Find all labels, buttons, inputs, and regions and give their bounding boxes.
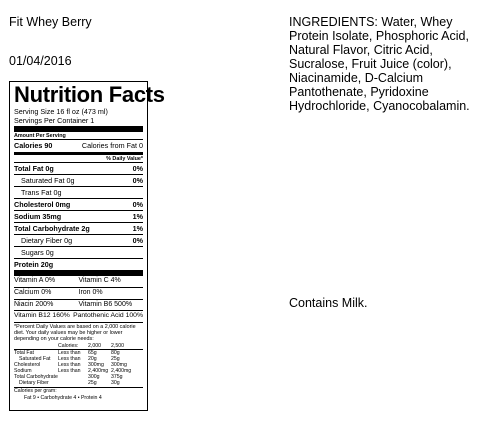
calories-from-fat: Calories from Fat 0: [81, 141, 143, 151]
date-text: 01/04/2016: [9, 54, 72, 68]
nutrient-row: [14, 222, 143, 234]
table-cell: 300mg: [88, 362, 104, 369]
calories-row: [14, 139, 143, 151]
nutrient-dv: 1%: [132, 212, 143, 222]
table-cell: Less than: [58, 362, 81, 369]
nutrient-name: Cholesterol 0mg: [14, 200, 71, 210]
vitamin-row: [14, 287, 143, 299]
nutrient-dv: 0%: [132, 164, 143, 174]
nutrient-name: Sodium 35mg: [14, 212, 62, 222]
nutrient-dv: 0%: [132, 200, 143, 210]
table-cell: 2,500: [111, 343, 124, 350]
table-cell: Dietary Fiber: [19, 380, 49, 387]
table-cell: [14, 343, 58, 349]
calories-per-gram-label: Calories per gram:: [14, 388, 57, 395]
vitamin-left: Vitamin B12 160%: [14, 312, 70, 320]
nutrient-row: [14, 162, 143, 174]
nutrient-row: [14, 246, 143, 258]
nutrient-row: [14, 198, 143, 210]
vitamin-row: [14, 310, 143, 322]
vitamin-right: Vitamin C 4%: [78, 277, 121, 285]
table-cell: [58, 380, 88, 386]
nutrient-row: [14, 234, 143, 246]
daily-value-header: % Daily Value*: [106, 156, 143, 163]
table-cell: Total Fat: [14, 350, 34, 357]
table-cell: 2,400mg: [111, 368, 132, 375]
amount-per-serving: Amount Per Serving: [14, 133, 66, 139]
table-cell: Less than: [58, 356, 81, 363]
nutrient-row: [14, 210, 143, 222]
servings-per-container: Servings Per Container 1: [14, 116, 95, 125]
table-cell: 65g: [88, 350, 97, 357]
calories-per-gram: Fat 9 • Carbohydrate 4 • Protein 4: [24, 394, 102, 401]
table-cell: Total Carbohydrate: [14, 374, 58, 381]
table-cell: Saturated Fat: [19, 356, 51, 363]
table-cell: 300mg: [111, 362, 127, 369]
table-cell: 25g: [111, 356, 120, 363]
nutrient-name: Trans Fat 0g: [21, 188, 62, 198]
nutrient-dv: 0%: [132, 176, 143, 186]
nutrient-name: Dietary Fiber 0g: [21, 236, 73, 246]
nutrient-name: Total Fat 0g: [14, 164, 54, 174]
nutrition-facts-title: Nutrition Facts: [14, 82, 165, 107]
vitamin-left: Vitamin A 0%: [14, 277, 56, 285]
table-cell: Calories:: [58, 343, 79, 350]
nutrient-name: Protein 20g: [14, 260, 54, 270]
vitamin-left: Calcium 0%: [14, 289, 52, 296]
product-name: Fit Whey Berry: [9, 15, 92, 29]
nutrient-name: Saturated Fat 0g: [21, 176, 75, 186]
allergen-statement: Contains Milk.: [289, 296, 368, 310]
table-cell: 20g: [88, 356, 97, 363]
nutrition-facts-panel: [9, 81, 165, 411]
nutrient-row: [14, 186, 143, 198]
vitamin-row: [14, 299, 143, 311]
vitamin-right: Iron 0%: [78, 289, 103, 296]
table-cell: 2,000: [88, 343, 101, 350]
daily-value-footnote: *Percent Daily Values are based on a 2,000 calorie diet. Your daily values may be higher or lower depending on your calorie needs:: [14, 323, 136, 343]
nutrient-name: Total Carbohydrate 2g: [14, 224, 90, 234]
daily-value-table-header: [14, 343, 143, 349]
serving-size: Serving Size 16 fl oz (473 ml): [14, 107, 108, 116]
table-cell: Cholesterol: [14, 362, 41, 369]
table-cell: 25g: [88, 380, 97, 387]
ingredients-text: INGREDIENTS: Water, Whey Protein Isolate, Phosphoric Acid, Natural Flavor, Citric Acid, Sucralose, Fruit Juice (color), Niacinamide, D-Calcium Pantothenate, Pyridoxine Hydrochloride, Cyanocobalamin.: [289, 15, 470, 113]
divider-thin: [14, 322, 143, 323]
divider-medium: [14, 152, 143, 155]
table-cell: 80g: [111, 350, 120, 357]
table-cell: Sodium: [14, 368, 32, 375]
table-cell: 2,400mg: [88, 368, 109, 375]
calories-label: Calories 90: [14, 141, 53, 151]
nutrient-row: [14, 174, 143, 186]
vitamin-row: [14, 276, 143, 287]
nutrient-dv: 0%: [132, 236, 143, 246]
nutrient-name: Sugars 0g: [21, 248, 54, 258]
vitamin-right: Pantothenic Acid 100%: [73, 312, 143, 320]
table-cell: 30g: [111, 380, 120, 387]
table-cell: 375g: [111, 374, 123, 381]
nutrient-row: [14, 258, 143, 270]
vitamin-left: Niacin 200%: [14, 300, 54, 308]
nutrient-dv: 1%: [132, 224, 143, 234]
table-cell: Less than: [58, 350, 81, 357]
vitamin-right: Vitamin B6 500%: [78, 300, 133, 308]
table-cell: Less than: [58, 368, 81, 375]
daily-value-table: [14, 350, 143, 386]
divider-thick: [14, 126, 143, 132]
table-cell: 300g: [88, 374, 100, 381]
